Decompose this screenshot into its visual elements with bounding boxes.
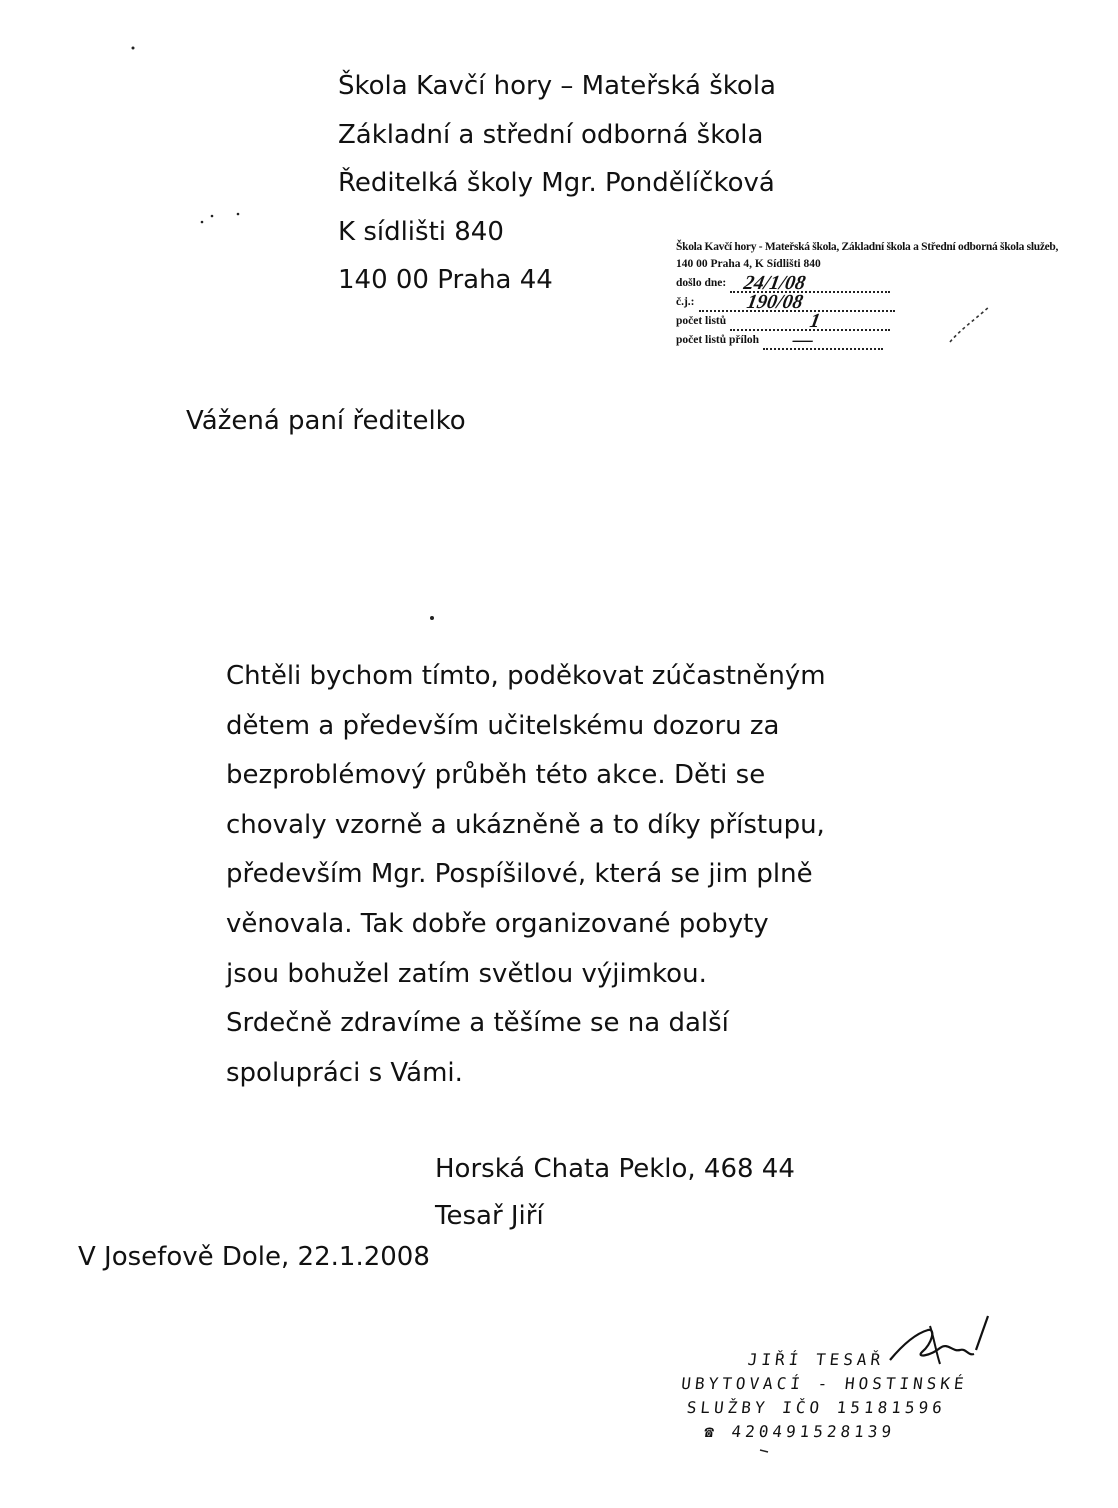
recipient-line-3: Ředitelká školy Mgr. Pondělíčková (338, 168, 775, 198)
body-line: především Mgr. Pospíšilové, která se jim plně (226, 859, 813, 890)
sender-line-1: Horská Chata Peklo, 468 44 (435, 1154, 795, 1184)
recipient-line-2: Základní a střední odborná škola (338, 119, 764, 150)
place-date: V Josefově Dole, 22.1.2008 (78, 1242, 430, 1272)
registry-stamp-address: 140 00 Praha 4, K Sídlišti 840 (676, 258, 821, 270)
registry-ref-label: č.j.: (676, 296, 695, 308)
salutation: Vážená paní ředitelko (186, 406, 466, 436)
registry-stamp-header: Škola Kavčí hory - Mateřská škola, Základní škola a Střední odborná škola služeb, (676, 241, 1059, 253)
registry-sheets-label: počet listů (676, 315, 727, 327)
body-line: chovaly vzorně a ukázněně a to díky přístupu, (226, 809, 825, 840)
company-stamp-line-2: UBYTOVACÍ - HOSTINSKÉ (680, 1374, 969, 1393)
registry-received-label: došlo dne: (676, 277, 727, 289)
company-stamp-line-4: ☎ 420491528139 (703, 1422, 897, 1441)
recipient-line-4: K sídlišti 840 (338, 216, 504, 247)
body-line: věnovala. Tak dobře organizované pobyty (226, 908, 769, 939)
company-stamp-line-3: SLUŽBY IČO 15181596 (685, 1398, 947, 1417)
registry-ref-value: 190/08 (744, 291, 805, 313)
body-line: spolupráci s Vámi. (226, 1057, 463, 1088)
registry-attachments-value: — (791, 329, 816, 351)
registry-received-value: 24/1/08 (742, 272, 808, 294)
recipient-line-1: Škola Kavčí hory – Mateřská škola (338, 71, 776, 101)
body-line: Chtěli bychom tímto, poděkovat zúčastněným (226, 661, 826, 691)
recipient-line-5: 140 00 Praha 44 (338, 265, 553, 295)
body-line: jsou bohužel zatím světlou výjimkou. (226, 958, 707, 989)
registry-sheets-value: 1 (808, 310, 823, 332)
body-line: Srdečně zdravíme a těšíme se na další (226, 1008, 729, 1039)
registry-attachments-label: počet listů příloh (676, 334, 760, 346)
body-line: bezproblémový průběh této akce. Děti se (226, 760, 766, 791)
sender-line-2: Tesař Jiří (435, 1201, 544, 1231)
body-line: dětem a především učitelskému dozoru za (226, 710, 780, 741)
company-stamp-line-1: JIŘÍ TESAŘ (746, 1350, 886, 1369)
